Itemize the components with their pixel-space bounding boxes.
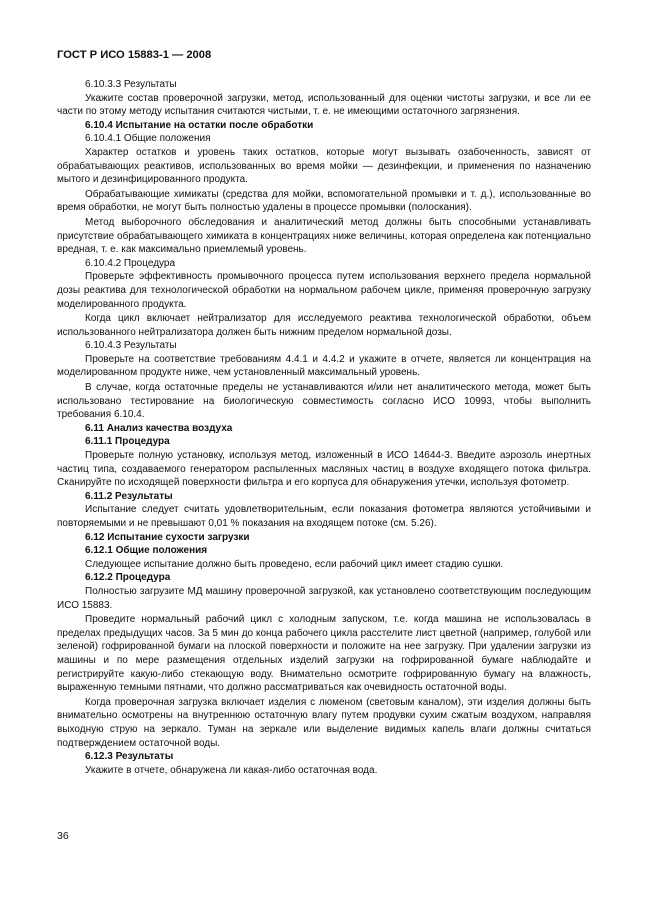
page-number: 36 bbox=[57, 830, 69, 842]
section-heading: 6.12.3 Результаты bbox=[85, 751, 174, 763]
paragraph: Обрабатывающие химикаты (средства для мойки, вспомогательной промывки и т. д.), использованные во время обработки, не могут быть полностью удалены в процессе промывки (полоскания). bbox=[57, 188, 591, 214]
section-heading: 6.11.1 Процедура bbox=[85, 436, 170, 448]
page-header: ГОСТ Р ИСО 15883-1 — 2008 bbox=[57, 49, 212, 61]
paragraph: Проверьте эффективность промывочного процесса путем использования верхнего предела нормальной дозы реактива для технологической обработки на нормальном рабочем цикле, применяя проверочную загрузку моделированного продукта. bbox=[57, 271, 591, 310]
paragraph: В случае, когда остаточные пределы не устанавливаются и/или нет аналитического метода, может быть использовано тестирование на биологическую совместимость согласно ИСО 10993, чтобы выполнить требования 6.10.4. bbox=[57, 382, 591, 421]
subsection-heading: 6.10.4.2 Процедура bbox=[85, 257, 176, 269]
section-heading: 6.12.1 Общие положения bbox=[85, 545, 208, 557]
subsection-heading: 6.10.3.3 Результаты bbox=[85, 79, 177, 90]
page-body bbox=[57, 78, 591, 777]
paragraph: Когда проверочная загрузка включает изделия с люменом (световым каналом), эти изделия должны быть внимательно осмотрены на внутреннюю остаточную влагу путем продувки сухим сжатым воздухом, направляя выходную струю на зеркало. Туман на зеркале или выделение видимых капель влаги должны считаться подтверждением остаточной воды. bbox=[57, 696, 591, 749]
section-heading: 6.11 Анализ качества воздуха bbox=[85, 422, 233, 434]
paragraph: Проверьте на соответствие требованиям 4.4.1 и 4.4.2 и укажите в отчете, является ли концентрация на моделированном продукте ниже, чем установленный максимальный уровень. bbox=[57, 353, 591, 379]
subsection-heading: 6.10.4.3 Результаты bbox=[85, 340, 177, 352]
subsection-heading: 6.10.4.1 Общие положения bbox=[85, 133, 211, 145]
paragraph: Укажите состав проверочной загрузки, метод, использованный для оценки чистоты загрузки, и все ли ее части по этому методу испытания считаются чистыми, т. е. не имеющими остаточного загрязнения. bbox=[57, 92, 591, 118]
paragraph: Проверьте полную установку, используя метод, изложенный в ИСО 14644-3. Введите аэрозоль инертных частиц типа, создаваемого генератором распыленных масляных частиц в воздухе входящего потока фильтра. Сканируйте по исходящей поверхности фильтра и его корпуса для обнаружения утечки, используя фотометр. bbox=[57, 450, 591, 489]
paragraph: Характер остатков и уровень таких остатков, которые могут вызывать озабоченность, зависят от обрабатывающих реактивов, использованных во время мойки — дезинфекции, и применения по назначению мытого и дезинфицированного продукта. bbox=[57, 146, 591, 186]
paragraph: Проведите нормальный рабочий цикл с холодным запуском, т.е. когда машина не использовалась в пределах предыдущих часов. За 5 мин до конца рабочего цикла расстелите лист цветной (например, голубой или зеленой) гофрированной бумаги на плоской поверхности и положите на нее загрузку. При удалении загрузки из машины и по мере размещения отдельных изделий загрузки на гофрированной бумаге наблюдайте и регистрируйте какую-либо стекающую воду. Внимательно осмотрите гофрированную бумагу на влажность, выраженную темными пятнами, что должно рассматриваться как очевидность остаточной воды. bbox=[57, 614, 591, 694]
paragraph: Когда цикл включает нейтрализатор для исследуемого реактива технологической обработки, объем использованного нейтрализатора должен быть нижним пределом нормальной дозы. bbox=[57, 313, 591, 338]
paragraph: Метод выборочного обследования и аналитический метод должны быть способными устанавливать присутствие обрабатывающего химиката в концентрациях ниже величины, которая определена как потенциально вредная, т. е. как максимально приемлемый уровень. bbox=[57, 216, 591, 256]
section-heading: 6.10.4 Испытание на остатки после обработки bbox=[85, 119, 314, 131]
paragraph: Укажите в отчете, обнаружена ли какая-либо остаточная вода. bbox=[85, 764, 378, 776]
paragraph: Полностью загрузите МД машину проверочной загрузкой, как установлено соответствующим последующим ИСО 15883. bbox=[57, 585, 591, 611]
paragraph: Испытание следует считать удовлетворительным, если показания фотометра являются устойчивыми и повторяемыми и не превышают 0,01 % показания на входящем потоке (см. 5.26). bbox=[57, 504, 591, 529]
paragraph: Следующее испытание должно быть проведено, если рабочий цикл имеет стадию сушки. bbox=[85, 558, 504, 570]
section-heading: 6.11.2 Результаты bbox=[85, 490, 173, 502]
section-heading: 6.12.2 Процедура bbox=[85, 572, 171, 584]
section-heading: 6.12 Испытание сухости загрузки bbox=[85, 531, 250, 543]
